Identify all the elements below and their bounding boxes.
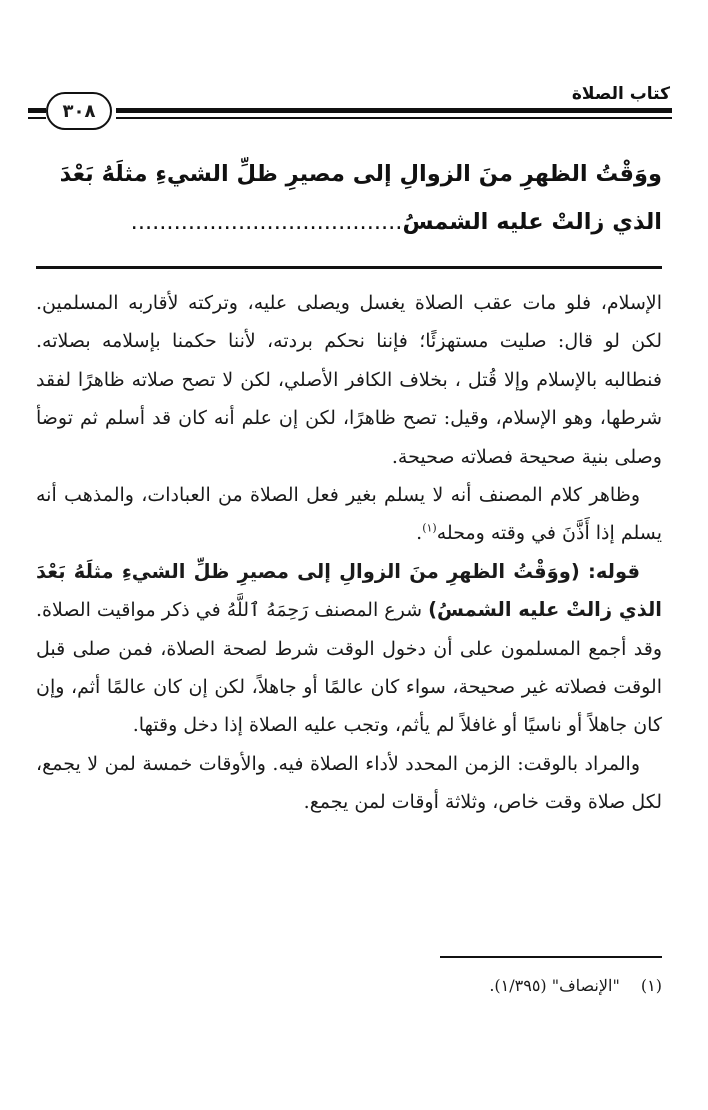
running-header <box>28 70 672 130</box>
header-rule-left-thick <box>28 108 46 113</box>
footnote-mark: (١) <box>640 976 662 995</box>
footnote-text: "الإنصاف" (١/٣٩٥). <box>489 976 620 995</box>
footnote <box>36 976 662 995</box>
commentary-paragraph-2 <box>36 476 662 553</box>
footnote-divider <box>440 956 662 958</box>
commentary-paragraph-1: الإسلام، فلو مات عقب الصلاة يغسل ويصلى عليه، وتركته لأقاربه المسلمين. لكن لو قال: صليت مستهزئًا؛ فإننا نحكم بردته، لأننا حكمنا بإسلامه بصلاته. فنطالبه بالإسلام وإلا قُتل ، بخلاف الكافر الأصلي، لكن لا تصح صلاته ظاهرًا لفقد شرطها، وهو الإسلام، وقيل: تصح ظاهرًا، لكن إن علم أنه كان قد أسلم ثم توضأ وصلى بنية صحيحة فصلاته صحيحة. <box>36 292 662 468</box>
commentary <box>36 284 662 822</box>
commentary-paragraph-3 <box>36 553 662 745</box>
paragraph-2-end: . <box>416 522 423 545</box>
book-title: كتاب الصلاة <box>571 84 670 104</box>
matn-body: ووَقْتُ الظهرِ منَ الزوالِ إلى مصيرِ ظلِّ الشيءِ مثلَهُ بَعْدَ الذي زالتْ عليه الشمسُ <box>59 161 662 235</box>
header-rule-right-thin <box>116 117 672 119</box>
matn-text <box>36 150 662 246</box>
matn-dots: ...................................... <box>130 209 403 235</box>
page-number: ٣٠٨ <box>46 92 112 130</box>
header-rule-right-thick <box>116 108 672 113</box>
commentary-paragraph-4: والمراد بالوقت: الزمن المحدد لأداء الصلاة فيه. والأوقات خمسة لمن لا يجمع، لكل صلاة وقت خاص، وثلاثة أوقات لمن يجمع. <box>36 752 662 814</box>
header-rule-left-thin <box>28 117 46 119</box>
quoted-matn-lead: قوله: (ووَقْتُ الظهرِ منَ الزوالِ إلى مصيرِ ظلِّ الشيءِ مثلَهُ بَعْدَ الذي زالتْ عليه الشمسُ) <box>36 559 662 622</box>
section-divider <box>36 266 662 269</box>
paragraph-3-text: شرع المصنف رَحِمَهُ ٱللَّهُ في ذكر مواقيت الصلاة. وقد أجمع المسلمون على أن دخول الوقت شرط لصحة الصلاة، فمن صلى قبل الوقت فصلاته غير صحيحة، سواء كان عالمًا أو جاهلاً، لكن إن كان عالمًا أثم، وإن كان جاهلاً أو ناسيًا أو غافلاً لم يأثم، وتجب عليه الصلاة إذا دخل وقتها. <box>36 599 662 737</box>
footnote-reference: (١) <box>422 522 437 536</box>
paragraph-2-text: وظاهر كلام المصنف أنه لا يسلم بغير فعل الصلاة من العبادات، والمذهب أنه يسلم إذا أَذَّنَ في وقته ومحله <box>36 484 662 545</box>
